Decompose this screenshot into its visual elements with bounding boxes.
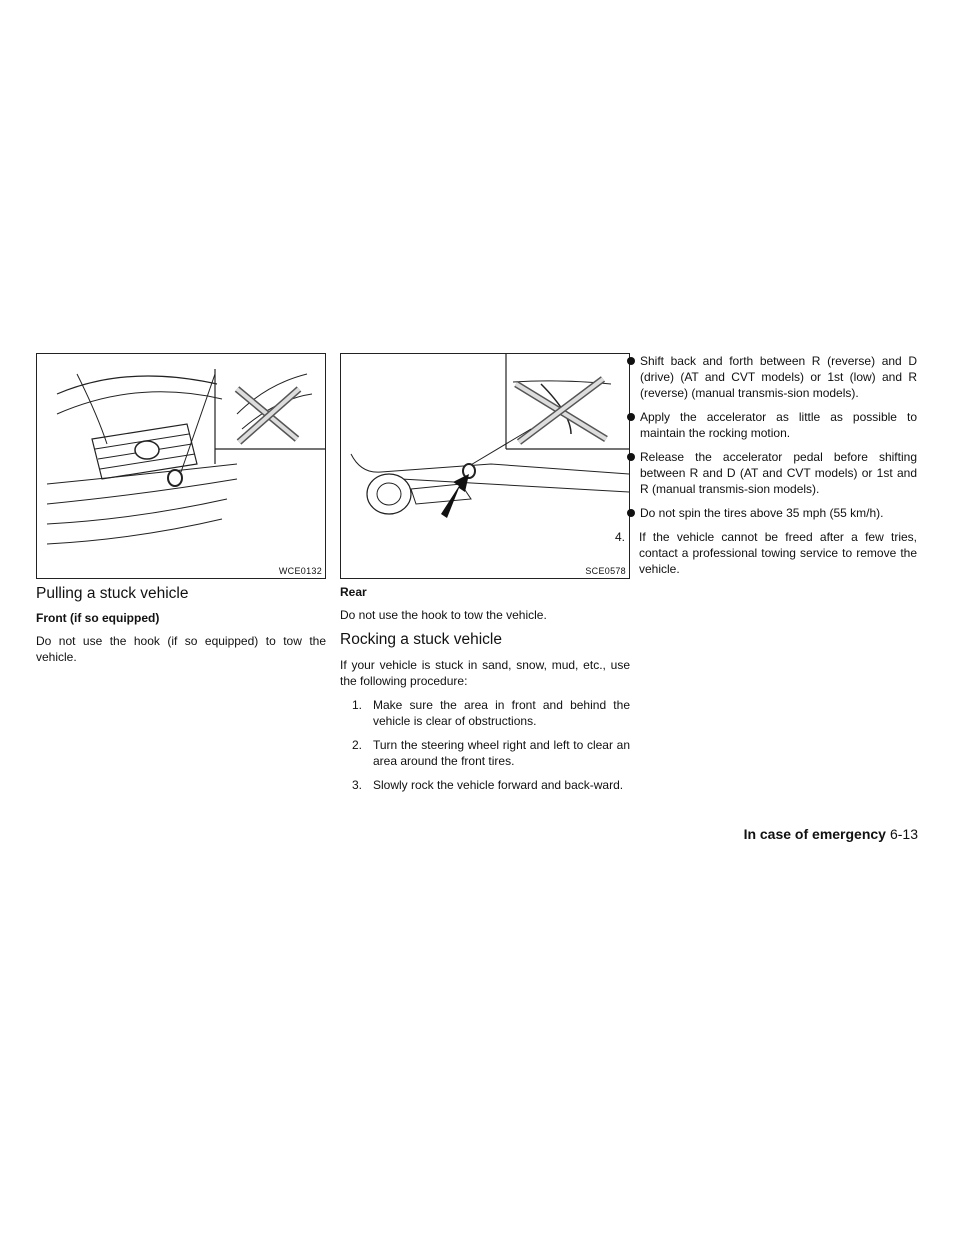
middle-column xyxy=(340,353,630,801)
right-column xyxy=(615,353,917,577)
bullet-item: Do not spin the tires above 35 mph (55 km/h). xyxy=(627,505,917,521)
rear-hook-illustration xyxy=(340,353,630,579)
section-heading-pulling: Pulling a stuck vehicle xyxy=(36,585,189,602)
procedure-step: 1. Make sure the area in front and behind the vehicle is clear of obstructions. xyxy=(352,698,630,728)
front-hook-illustration xyxy=(36,353,326,579)
bullet-item: Apply the accelerator as little as possible to maintain the rocking motion. xyxy=(627,409,917,441)
procedure-steps-continued xyxy=(615,529,917,577)
section-name: In case of emergency xyxy=(743,826,886,842)
procedure-step: 2. Turn the steering wheel right and left to clear an area around the front tires. xyxy=(352,738,630,768)
bullet-icon xyxy=(627,509,635,517)
figure-code: WCE0132 xyxy=(278,566,322,576)
procedure-step: 4. If the vehicle cannot be freed after a few tries, contact a professional towing service to remove the vehicle. xyxy=(615,530,917,576)
front-paragraph: Do not use the hook (if so equipped) to tow the vehicle. xyxy=(36,634,326,664)
bullet-icon xyxy=(627,357,635,365)
rocking-bullets xyxy=(627,353,917,521)
procedure-steps xyxy=(340,697,630,793)
page-footer xyxy=(744,826,918,842)
figure-code: SCE0578 xyxy=(585,566,626,576)
front-bumper-drawing xyxy=(37,354,325,578)
bullet-icon xyxy=(627,453,635,461)
rear-paragraph: Do not use the hook to tow the vehicle. xyxy=(340,608,547,622)
left-column xyxy=(36,353,326,673)
rear-underbody-drawing xyxy=(341,354,629,578)
bullet-icon xyxy=(627,413,635,421)
section-heading-rocking: Rocking a stuck vehicle xyxy=(340,631,502,648)
subheading-rear: Rear xyxy=(340,585,367,599)
bullet-item: Release the accelerator pedal before shifting between R and D (AT and CVT models) or 1st and R (manual transmis-sion models). xyxy=(627,449,917,497)
procedure-step: 3. Slowly rock the vehicle forward and back-ward. xyxy=(352,778,624,792)
bullet-item: Shift back and forth between R (reverse) and D (drive) (AT and CVT models) or 1st (low) and R (reverse) (manual transmis-sion models). xyxy=(627,353,917,401)
watermark-bar xyxy=(0,1221,960,1242)
page-number: 6-13 xyxy=(889,826,918,842)
subheading-front: Front (if so equipped) xyxy=(36,611,160,625)
rocking-intro: If your vehicle is stuck in sand, snow, mud, etc., use the following procedure: xyxy=(340,658,630,688)
